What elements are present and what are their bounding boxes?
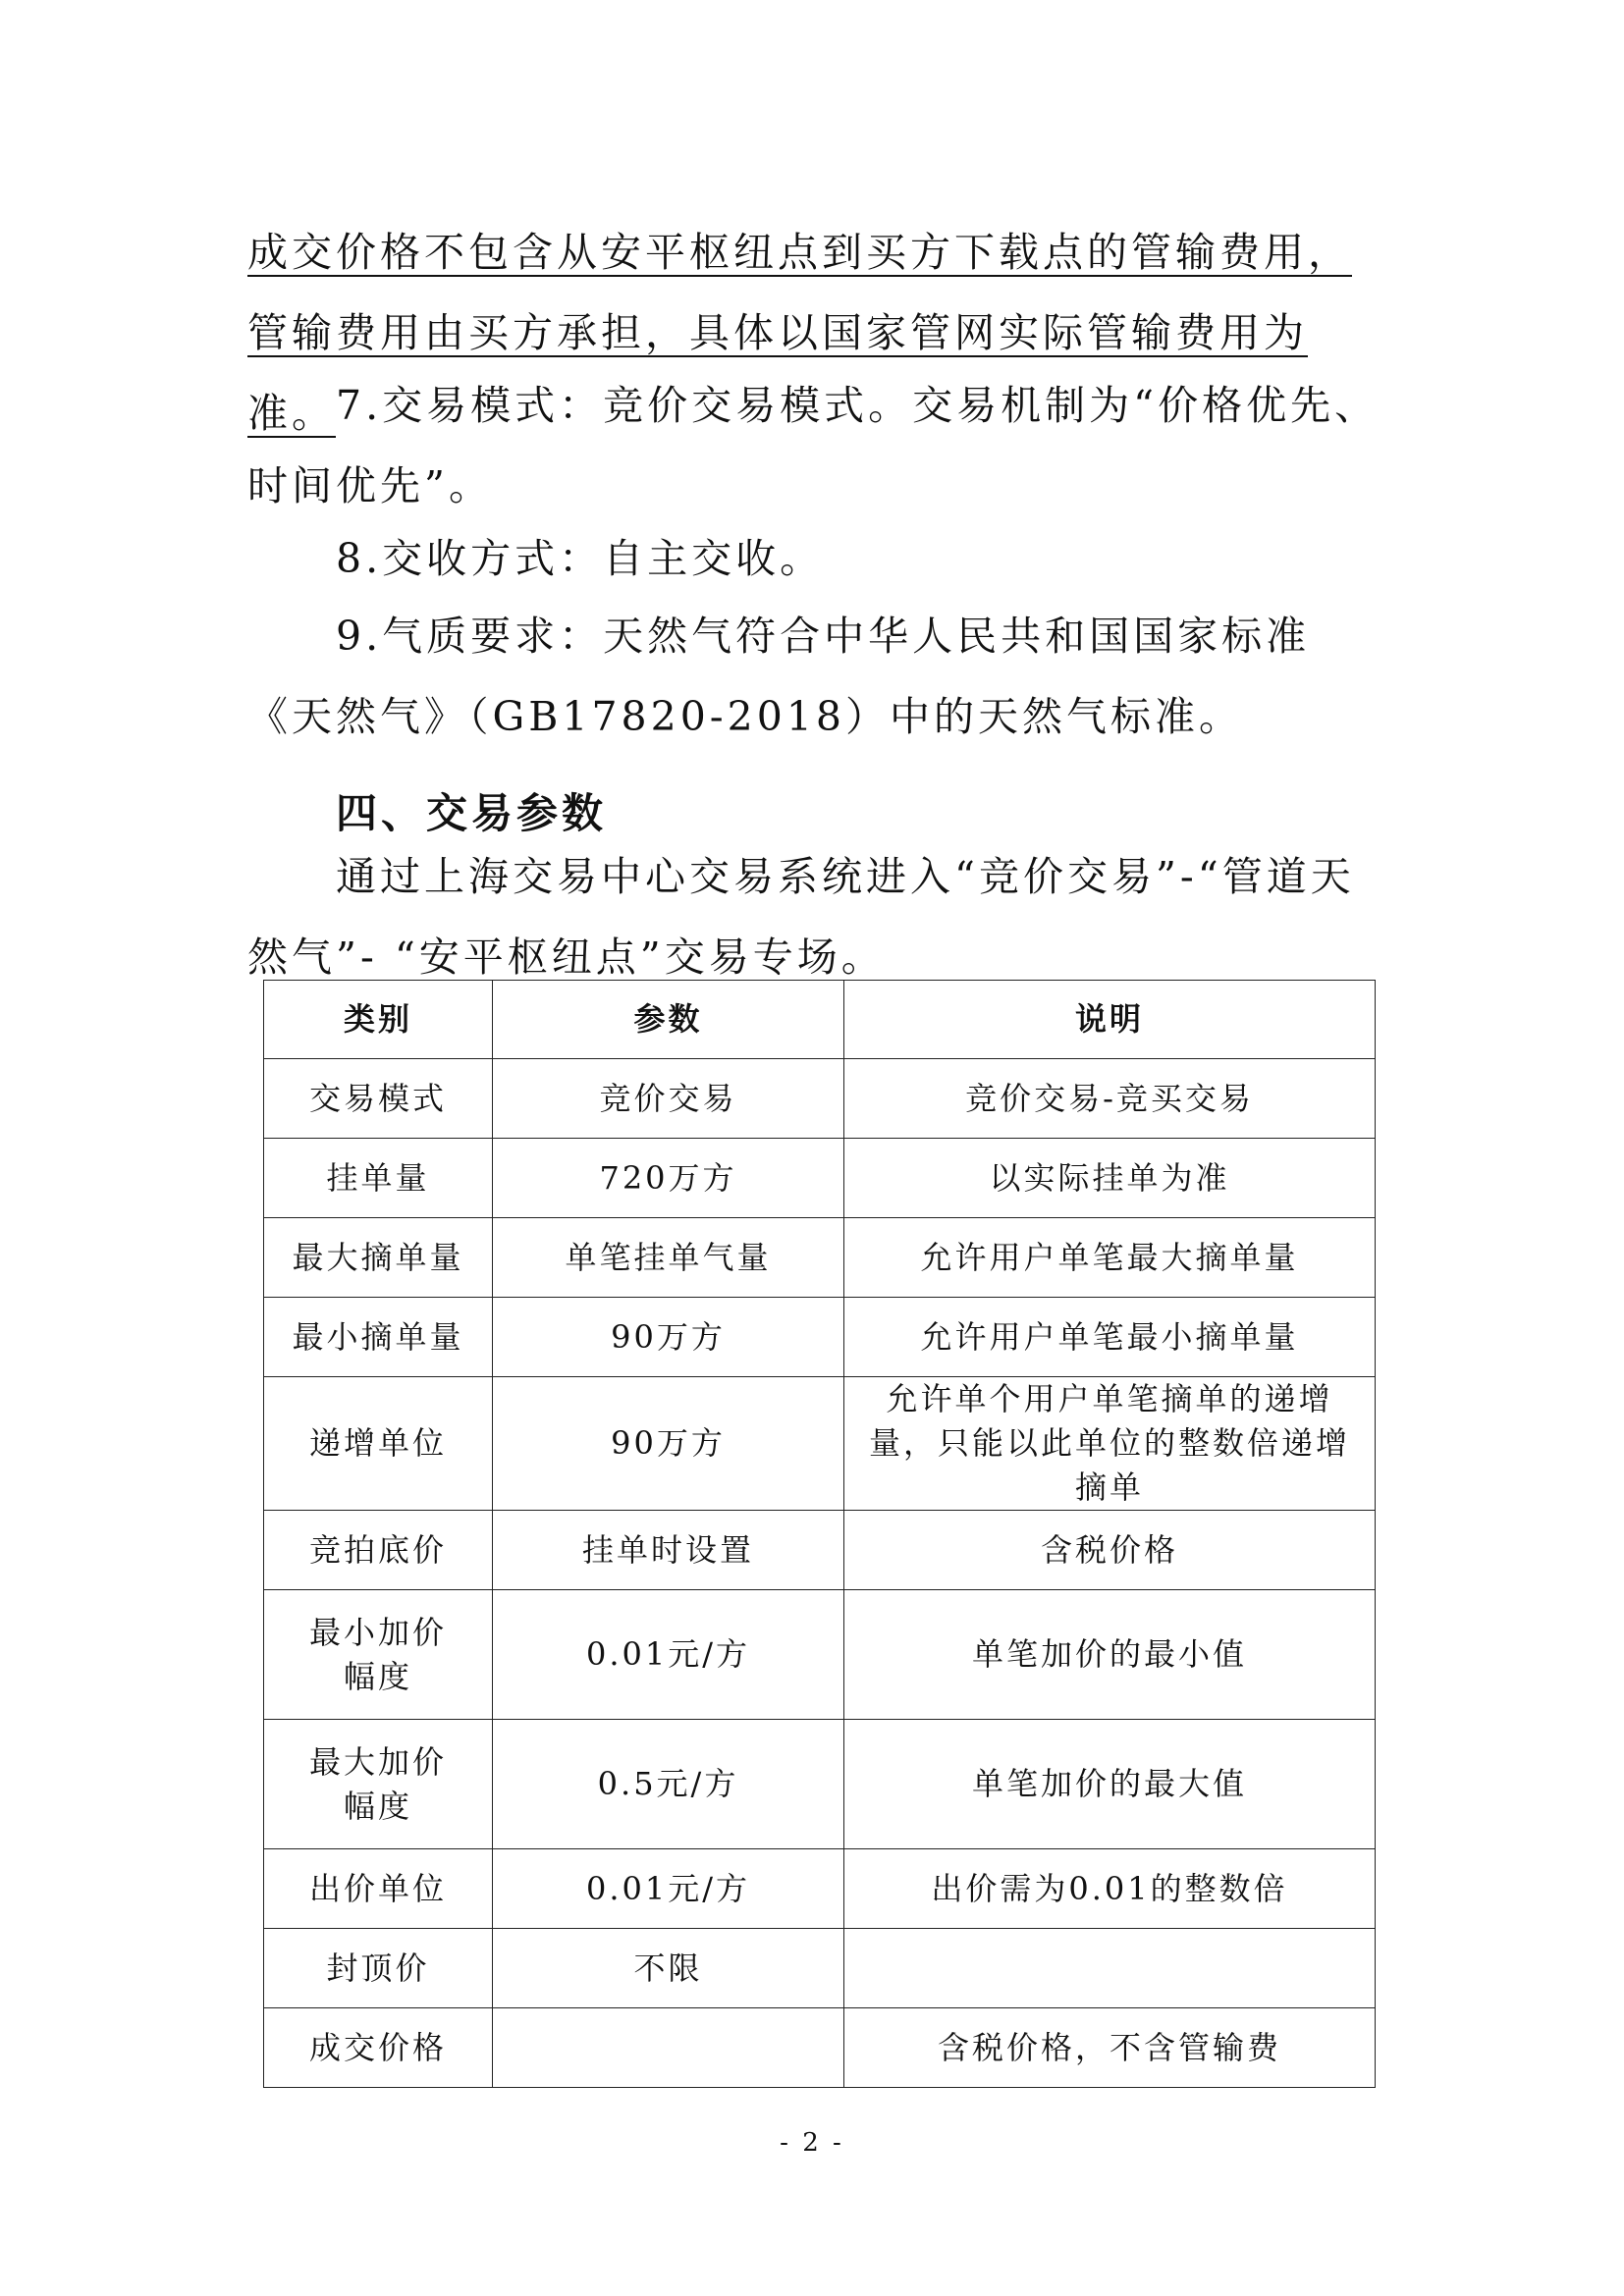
paragraph-trading-entry: 通过上海交易中心交易系统进入“竞价交易”-“管道天然气”- “安平枢纽点”交易专场。 (247, 853, 1355, 981)
table-cell-description: 含税价格 (844, 1511, 1376, 1590)
table-row (264, 1849, 1376, 1929)
table-cell-parameter: 0.01元/方 (493, 1590, 844, 1720)
table-cell-category: 成交价格 (264, 2008, 493, 2088)
table-header-category: 类别 (264, 981, 493, 1059)
section-heading-trading-parameters: 四、交易参数 (336, 789, 608, 837)
table-cell-category: 出价单位 (264, 1849, 493, 1929)
table-cell-parameter: 720万方 (493, 1139, 844, 1218)
table-cell-description: 竞价交易-竞买交易 (844, 1059, 1376, 1139)
table-cell-parameter: 竞价交易 (493, 1059, 844, 1139)
paragraph-trading-mode: 7.交易模式：竞价交易模式。交易机制为“价格优先、时间优先”。 (247, 382, 1380, 509)
page-number: - 2 - (780, 2128, 844, 2158)
table-cell-category: 封顶价 (264, 1929, 493, 2008)
table-cell-category: 竞拍底价 (264, 1511, 493, 1590)
table-row (264, 1720, 1376, 1849)
table-cell-category: 递增单位 (264, 1377, 493, 1511)
table-header-parameter: 参数 (493, 981, 844, 1059)
table-row (264, 1511, 1376, 1590)
table-cell-category: 最大加价幅度 (264, 1720, 493, 1849)
table-cell-parameter: 0.01元/方 (493, 1849, 844, 1929)
table-row (264, 1929, 1376, 2008)
table-cell-description: 单笔加价的最大值 (844, 1720, 1376, 1849)
table-row (264, 1139, 1376, 1218)
table-cell-description: 允许单个用户单笔摘单的递增量，只能以此单位的整数倍递增摘单 (844, 1377, 1376, 1511)
table-cell-category: 最大摘单量 (264, 1218, 493, 1298)
table-cell-parameter: 90万方 (493, 1298, 844, 1377)
table-cell-parameter: 单笔挂单气量 (493, 1218, 844, 1298)
table-header-row (264, 981, 1376, 1059)
table-row (264, 1218, 1376, 1298)
table-cell-category: 最小摘单量 (264, 1298, 493, 1377)
table-cell-parameter: 90万方 (493, 1377, 844, 1511)
table-row (264, 1059, 1376, 1139)
table-cell-parameter: 挂单时设置 (493, 1511, 844, 1590)
table-row (264, 1590, 1376, 1720)
table-cell-parameter (493, 2008, 844, 2088)
table-cell-parameter: 不限 (493, 1929, 844, 2008)
table-row (264, 1377, 1376, 1511)
paragraph-delivery-method: 8.交收方式：自主交收。 (336, 535, 825, 582)
table-cell-category: 交易模式 (264, 1059, 493, 1139)
trading-parameters-table (263, 980, 1376, 2088)
paragraph-gas-quality: 9.气质要求：天然气符合中华人民共和国国家标准《天然气》（GB17820-2018）中的天然气标准。 (247, 613, 1311, 740)
table-cell-description (844, 1929, 1376, 2008)
table-cell-category: 挂单量 (264, 1139, 493, 1218)
table-cell-category: 最小加价幅度 (264, 1590, 493, 1720)
paragraph-transport-fee: 成交价格不包含从安平枢纽点到买方下载点的管输费用，管输费用由买方承担，具体以国家管网实际管输费用为准。 (247, 229, 1352, 437)
table-header-description: 说明 (844, 981, 1376, 1059)
table-cell-description: 单笔加价的最小值 (844, 1590, 1376, 1720)
table-cell-description: 含税价格，不含管输费 (844, 2008, 1376, 2088)
table-row (264, 2008, 1376, 2088)
table-cell-description: 允许用户单笔最小摘单量 (844, 1298, 1376, 1377)
table-cell-description: 允许用户单笔最大摘单量 (844, 1218, 1376, 1298)
table-row (264, 1298, 1376, 1377)
table-cell-description: 出价需为0.01的整数倍 (844, 1849, 1376, 1929)
table-cell-description: 以实际挂单为准 (844, 1139, 1376, 1218)
table-cell-parameter: 0.5元/方 (493, 1720, 844, 1849)
